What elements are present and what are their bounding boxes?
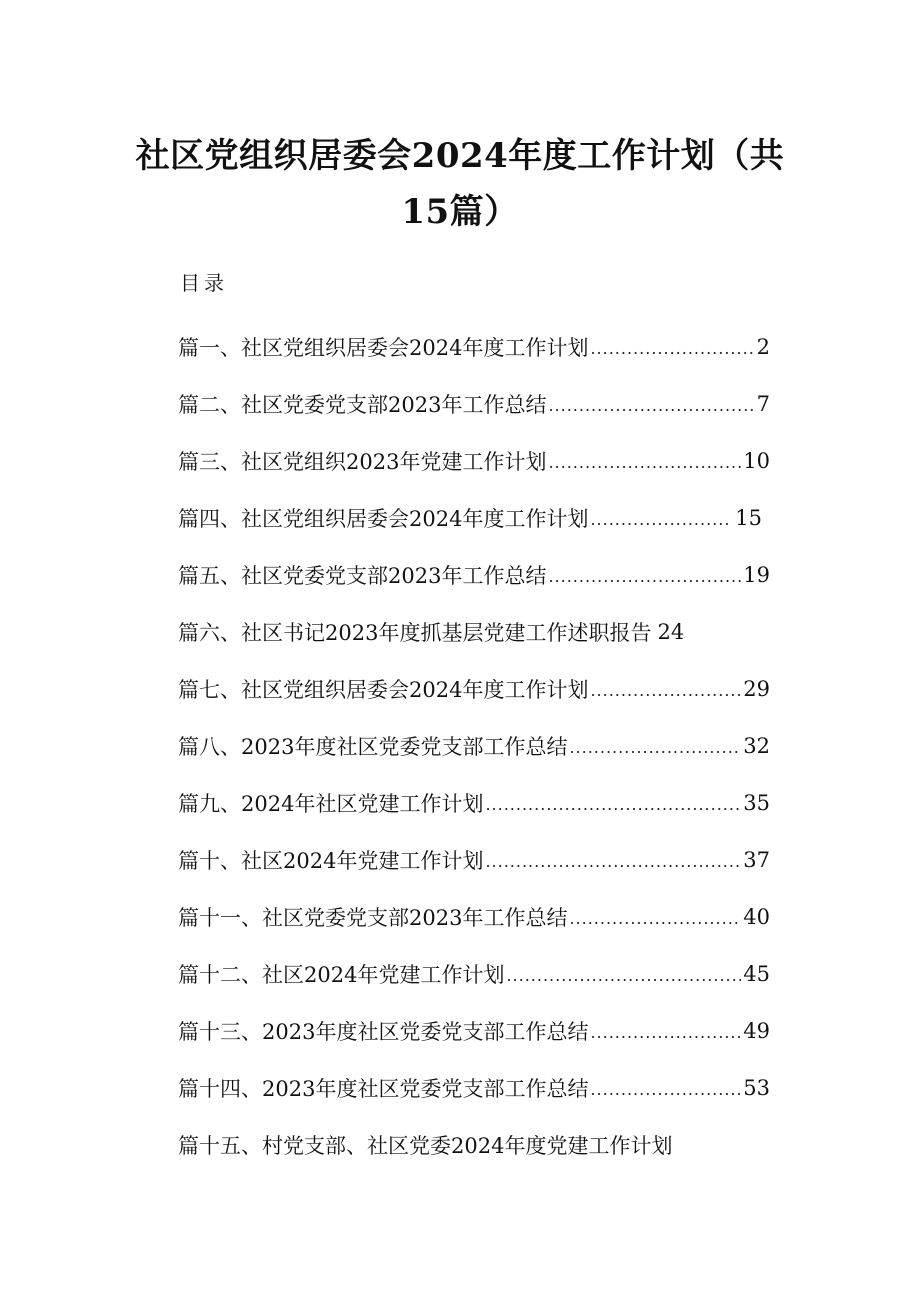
toc-entry-page: 19	[743, 562, 770, 587]
toc-leader-dots	[485, 795, 741, 831]
toc-entry-9[interactable]	[178, 774, 770, 831]
toc-entry-title: 篇五、社区党委党支部2023年工作总结	[178, 563, 547, 588]
toc-entry-title: 篇四、社区党组织居委会2024年度工作计划	[178, 506, 589, 531]
toc-entry-page: 10	[743, 448, 770, 473]
toc-leader-dots	[590, 681, 741, 717]
toc-entry-4[interactable]	[178, 489, 770, 546]
toc-entry-13[interactable]	[178, 1002, 770, 1059]
toc-entry-page: 15	[735, 505, 762, 530]
toc-entry-11[interactable]	[178, 888, 770, 945]
document-title: 社区党组织居委会2024年度工作计划（共15篇）	[135, 136, 785, 232]
toc-entry-5[interactable]	[178, 546, 770, 603]
toc-leader-dots	[548, 396, 754, 432]
toc-entry-title: 篇九、2024年社区党建工作计划	[178, 791, 484, 816]
toc-entry-title: 篇六、社区书记2023年度抓基层党建工作述职报告	[178, 620, 652, 645]
toc-entry-page: 29	[743, 676, 770, 701]
toc-leader-dots	[590, 510, 731, 546]
toc-entry-page: 45	[743, 961, 770, 986]
toc-leader-dots	[590, 1023, 741, 1059]
toc-entry-page: 24	[657, 619, 685, 644]
toc-entry-page: 40	[743, 904, 770, 929]
toc-entry-title: 篇十三、2023年度社区党委党支部工作总结	[178, 1019, 589, 1044]
toc-leader-dots	[485, 852, 741, 888]
table-of-contents	[178, 318, 770, 1173]
toc-entry-7[interactable]	[178, 660, 770, 717]
toc-entry-title: 篇八、2023年度社区党委党支部工作总结	[178, 734, 568, 759]
toc-entry-15[interactable]	[178, 1116, 770, 1173]
toc-entry-page: 7	[756, 391, 770, 416]
toc-entry-title: 篇十五、村党支部、社区党委2024年度党建工作计划	[178, 1133, 673, 1158]
toc-leader-dots	[569, 738, 741, 774]
toc-entry-1[interactable]	[178, 318, 770, 375]
toc-leader-dots	[548, 453, 741, 489]
toc-leader-dots	[548, 567, 741, 603]
toc-entry-8[interactable]	[178, 717, 770, 774]
toc-label: 目录	[180, 271, 228, 295]
toc-entry-page: 49	[743, 1018, 770, 1043]
toc-entry-6[interactable]	[178, 603, 770, 660]
toc-entry-title: 篇三、社区党组织2023年党建工作计划	[178, 449, 547, 474]
toc-entry-12[interactable]	[178, 945, 770, 1002]
toc-entry-title: 篇十、社区2024年党建工作计划	[178, 848, 484, 873]
toc-entry-title: 篇一、社区党组织居委会2024年度工作计划	[178, 335, 589, 360]
toc-entry-page: 2	[756, 334, 770, 359]
toc-entry-10[interactable]	[178, 831, 770, 888]
toc-entry-page: 32	[743, 733, 770, 758]
toc-entry-page: 53	[743, 1075, 770, 1100]
toc-leader-dots	[590, 339, 754, 375]
toc-entry-2[interactable]	[178, 375, 770, 432]
toc-leader-dots	[590, 1080, 741, 1116]
toc-leader-dots	[506, 966, 741, 1002]
toc-entry-page: 37	[743, 847, 770, 872]
toc-entry-title: 篇十二、社区2024年党建工作计划	[178, 962, 505, 987]
toc-entry-page: 35	[743, 790, 770, 815]
toc-entry-title: 篇十一、社区党委党支部2023年工作总结	[178, 905, 568, 930]
toc-entry-14[interactable]	[178, 1059, 770, 1116]
toc-entry-title: 篇十四、2023年度社区党委党支部工作总结	[178, 1076, 589, 1101]
toc-leader-dots	[569, 909, 741, 945]
toc-entry-3[interactable]	[178, 432, 770, 489]
toc-entry-title: 篇七、社区党组织居委会2024年度工作计划	[178, 677, 589, 702]
toc-entry-title: 篇二、社区党委党支部2023年工作总结	[178, 392, 547, 417]
